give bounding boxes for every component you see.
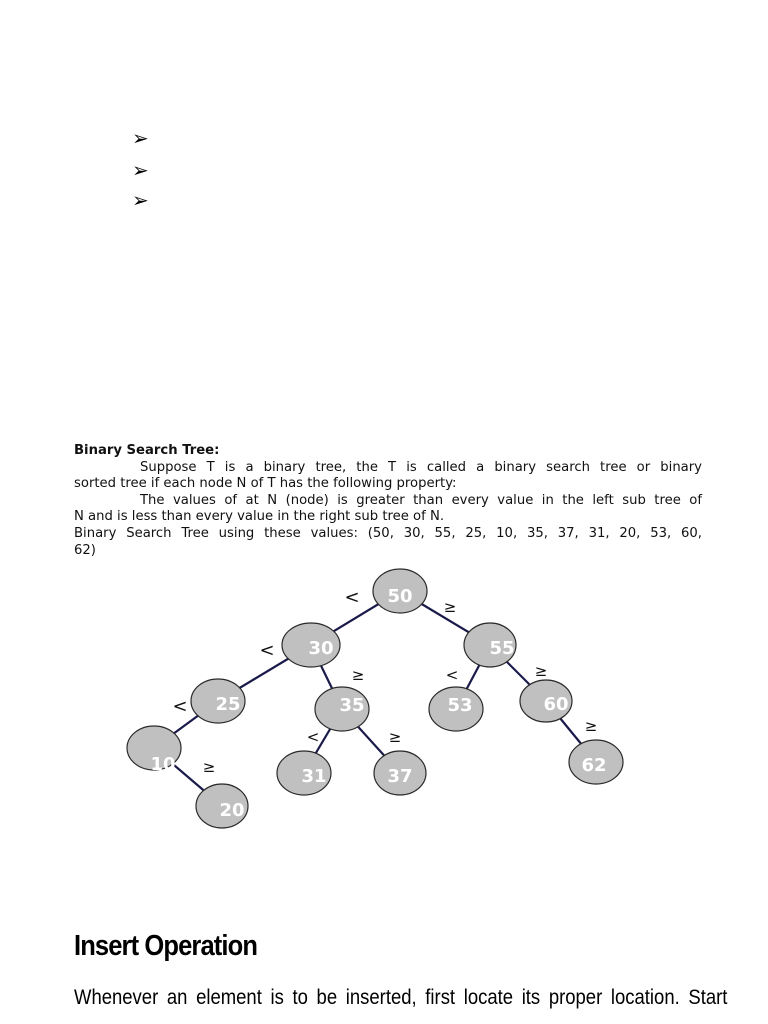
edge-label: < <box>172 696 188 717</box>
tree-node-label: 50 <box>387 586 413 607</box>
bst-line-4: N and is less than every value in the right sub tree of N. <box>74 509 445 525</box>
bullet-arrow-icon: ➢ <box>132 158 149 182</box>
edge-label: < <box>259 640 275 661</box>
bst-line-6: 62) <box>74 542 96 558</box>
tree-edge-labels <box>172 587 597 776</box>
bullet-arrow-icon: ➢ <box>132 188 149 212</box>
edge-label: ≥ <box>443 598 457 616</box>
bst-heading: Binary Search Tree: <box>74 443 220 458</box>
tree-node-label: 53 <box>447 695 473 716</box>
edge-label: ≥ <box>388 728 402 746</box>
edge-label: ≥ <box>534 662 548 680</box>
bst-line-3: The values of at N (node) is greater than every value in the left sub tree of <box>140 492 702 508</box>
edge-label: ≥ <box>202 758 216 776</box>
tree-node-label: 55 <box>489 638 515 659</box>
insert-operation-heading: Insert Operation <box>74 930 258 962</box>
edge-label: < <box>445 666 459 684</box>
edge-label: < <box>306 728 320 746</box>
edge-label: < <box>344 587 360 608</box>
bst-line-2: sorted tree if each node N of T has the following property: <box>74 476 457 492</box>
edge-label: ≥ <box>584 717 598 735</box>
tree-node-label: 30 <box>308 638 334 659</box>
tree-node-label: 62 <box>581 755 607 776</box>
bst-line-5: Binary Search Tree using these values: (50, 30, 55, 25, 10, 35, 37, 31, 20, 53, 60, <box>74 525 702 541</box>
tree-node-label: 20 <box>219 800 245 821</box>
tree-node-label: 25 <box>215 694 241 715</box>
tree-node-label: 60 <box>543 694 569 715</box>
insert-operation-text: Whenever an element is to be inserted, first locate its proper location. Start <box>74 986 728 1009</box>
tree-node-label: 31 <box>301 766 327 787</box>
bst-line-1: Suppose T is a binary tree, the T is called a binary search tree or binary <box>140 459 702 475</box>
bullet-arrow-icon: ➢ <box>132 126 149 150</box>
tree-node-label: 37 <box>387 766 413 787</box>
edge-label: ≥ <box>351 666 365 684</box>
tree-node-label: 35 <box>339 695 365 716</box>
tree-node-label: 10 <box>150 754 176 775</box>
